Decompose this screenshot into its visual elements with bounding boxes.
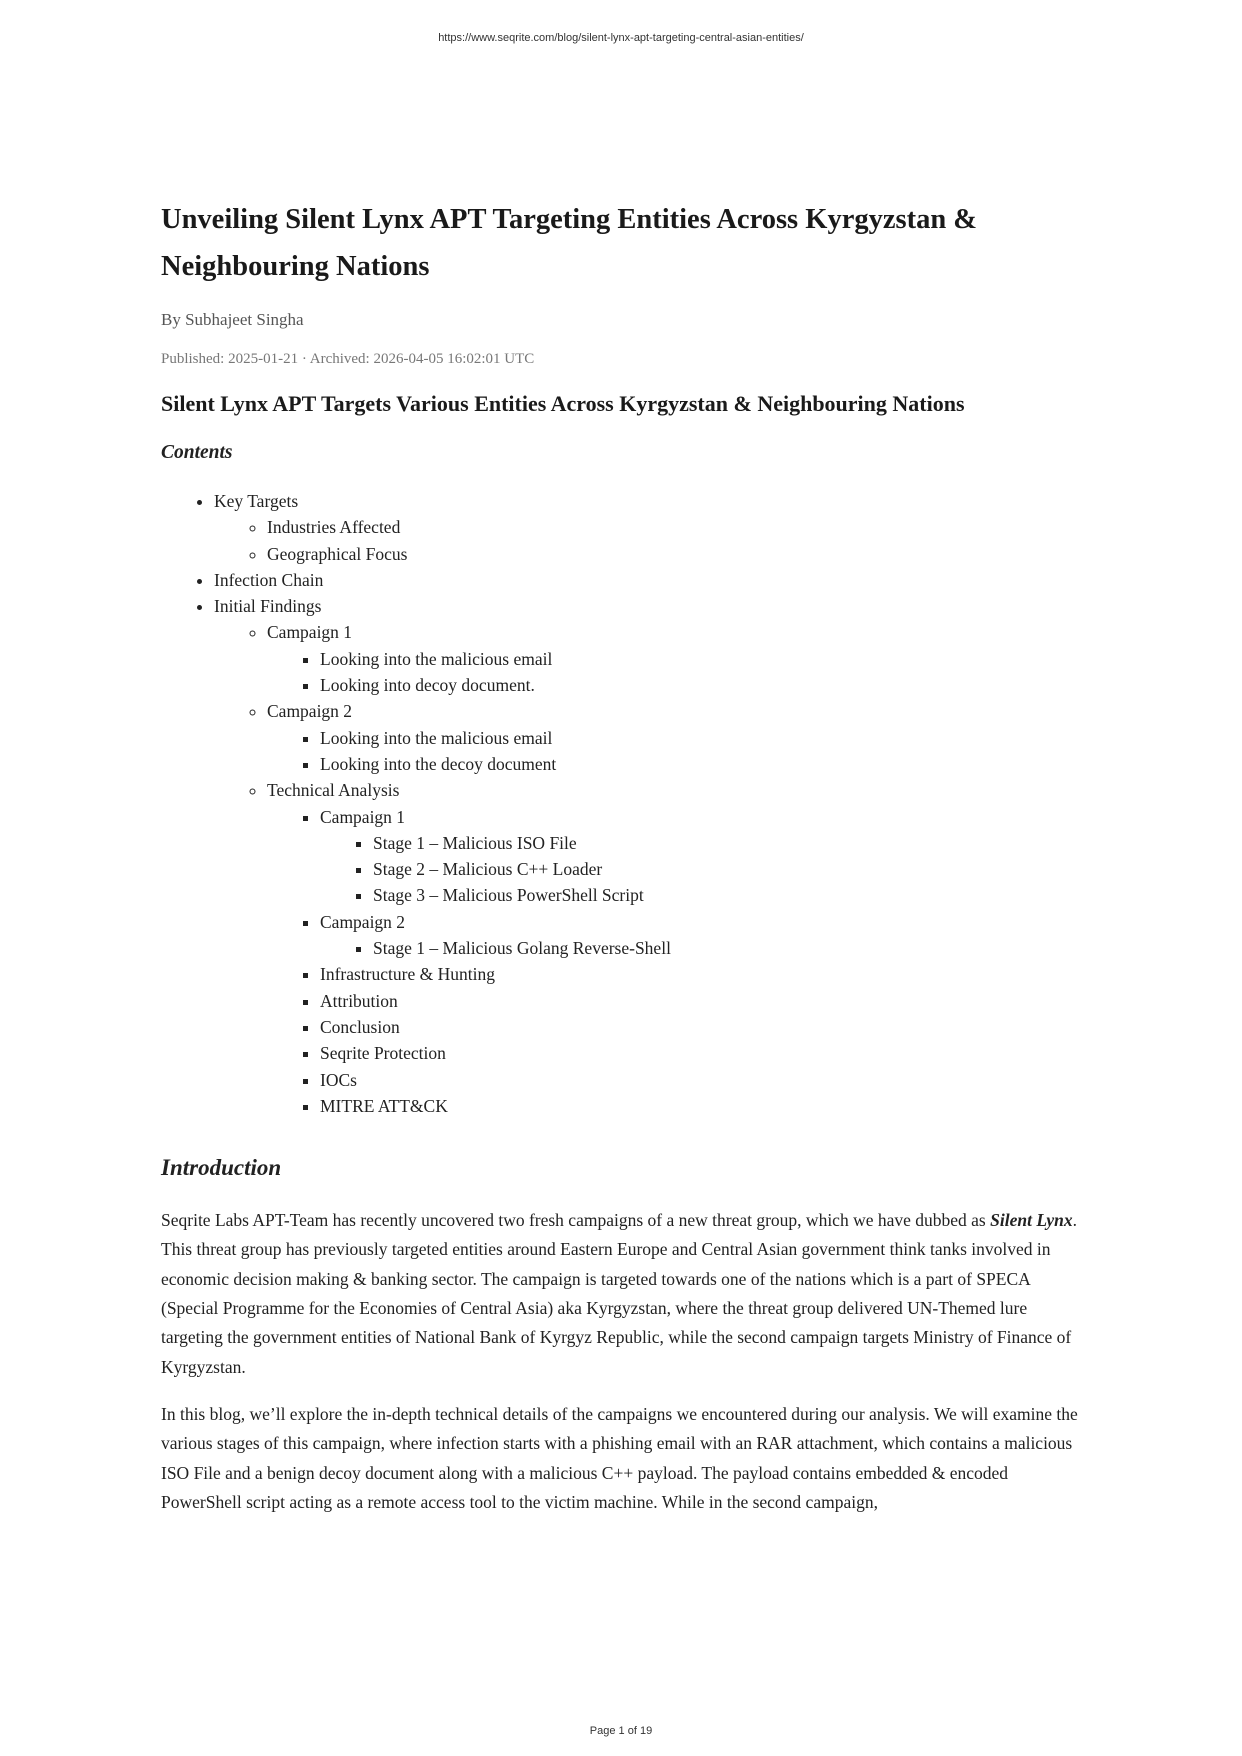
introduction-heading: Introduction [161, 1155, 282, 1181]
toc-link[interactable]: IOCs [320, 1069, 357, 1090]
toc-item [267, 541, 1086, 567]
toc-link[interactable]: Looking into the malicious email [320, 648, 553, 669]
article-title: Unveiling Silent Lynx APT Targeting Entities Across Kyrgyzstan & Neighbouring Nations [161, 204, 978, 282]
toc-item [320, 1067, 1086, 1093]
toc-sublist [267, 725, 1086, 778]
toc-item [373, 882, 1086, 908]
toc-item [320, 725, 1086, 751]
table-of-contents [161, 488, 1086, 1119]
toc-link[interactable]: Attribution [320, 990, 398, 1011]
toc-item [214, 488, 1086, 567]
toc-sublist [320, 830, 1086, 909]
threat-group-name: Silent Lynx [990, 1210, 1073, 1231]
toc-item [320, 804, 1086, 909]
toc-link[interactable]: Stage 2 – Malicious C++ Loader [373, 859, 603, 880]
toc-item [267, 777, 1086, 1119]
toc-link[interactable]: Industries Affected [267, 517, 401, 538]
toc-item [320, 988, 1086, 1014]
toc-link[interactable]: Campaign 1 [267, 622, 353, 643]
toc-item [320, 1040, 1086, 1066]
toc-item [320, 909, 1086, 962]
intro-paragraph-2: In this blog, we’ll explore the in-depth technical details of the campaigns we encountered during our analysis. We will examine the various stages of this campaign, where infection starts with a phishing email with an RAR attachment, which contains a malicious ISO File and a benign decoy document along with a malicious C++ payload. The payload contains embedded & encoded PowerShell script acting as a remote access tool to the victim machine. While in the second campaign, [161, 1403, 1078, 1512]
toc-link[interactable]: Infrastructure & Hunting [320, 964, 495, 985]
toc-item [320, 1093, 1086, 1119]
toc-sublist [320, 935, 1086, 961]
toc-item [320, 646, 1086, 672]
toc-link[interactable]: MITRE ATT&CK [320, 1095, 448, 1116]
toc-link[interactable]: Infection Chain [214, 569, 324, 590]
toc-item [320, 751, 1086, 777]
toc-sublist [214, 514, 1086, 567]
toc-item [267, 619, 1086, 698]
contents-heading: Contents [161, 442, 233, 463]
toc-sublist [267, 804, 1086, 1120]
toc-sublist [267, 646, 1086, 699]
toc-link[interactable]: Looking into decoy document. [320, 675, 535, 696]
toc-link[interactable]: Technical Analysis [267, 780, 400, 801]
toc-item [214, 567, 1086, 593]
text: Seqrite Labs APT-Team has recently uncovered two fresh campaigns of a new threat group, which we have dubbed as [161, 1210, 991, 1231]
toc-link[interactable]: Looking into the malicious email [320, 727, 553, 748]
page-number: Page 1 of 19 [589, 1725, 653, 1737]
page-url: https://www.seqrite.com/blog/silent-lynx-apt-targeting-central-asian-entities/ [438, 32, 804, 44]
toc-item [373, 856, 1086, 882]
toc-item [320, 961, 1086, 987]
intro-paragraph-1 [161, 1206, 1086, 1382]
toc-link[interactable]: Conclusion [320, 1016, 400, 1037]
text: . This threat group has previously targeted entities around Eastern Europe and Central Asian government think tanks involved in economic decision making & banking sector. The campaign is targeted towards one of the nations which is a part of SPECA (Special Programme for the Economies of Central Asia) aka Kyrgyzstan, where the threat group delivered UN-Themed lure targeting the government entities of National Bank of Kyrgyz Republic, while the second campaign targets Ministry of Finance of Kyrgyzstan. [161, 1210, 1077, 1377]
toc-item [267, 698, 1086, 777]
article-subtitle: Silent Lynx APT Targets Various Entities Across Kyrgyzstan & Neighbouring Nations [161, 391, 965, 416]
toc-item [320, 1014, 1086, 1040]
toc-link[interactable]: Campaign 2 [267, 701, 353, 722]
toc-link[interactable]: Geographical Focus [267, 543, 408, 564]
toc-sublist [214, 619, 1086, 1119]
toc-link[interactable]: Initial Findings [214, 596, 322, 617]
toc-item [373, 935, 1086, 961]
toc-item [267, 514, 1086, 540]
toc-link[interactable]: Campaign 1 [320, 806, 406, 827]
toc-item [373, 830, 1086, 856]
toc-link[interactable]: Looking into the decoy document [320, 753, 557, 774]
toc-link[interactable]: Stage 1 – Malicious Golang Reverse-Shell [373, 938, 671, 959]
byline: By Subhajeet Singha [161, 310, 304, 329]
toc-link[interactable]: Campaign 2 [320, 911, 406, 932]
toc-link[interactable]: Stage 3 – Malicious PowerShell Script [373, 885, 644, 906]
toc-item [320, 672, 1086, 698]
toc-link[interactable]: Seqrite Protection [320, 1043, 446, 1064]
article [161, 196, 1086, 1517]
toc-link[interactable]: Stage 1 – Malicious ISO File [373, 832, 577, 853]
publish-meta: Published: 2025-01-21 · Archived: 2026-04-05 16:02:01 UTC [161, 351, 535, 367]
toc-item [214, 593, 1086, 1119]
toc-link[interactable]: Key Targets [214, 491, 299, 511]
